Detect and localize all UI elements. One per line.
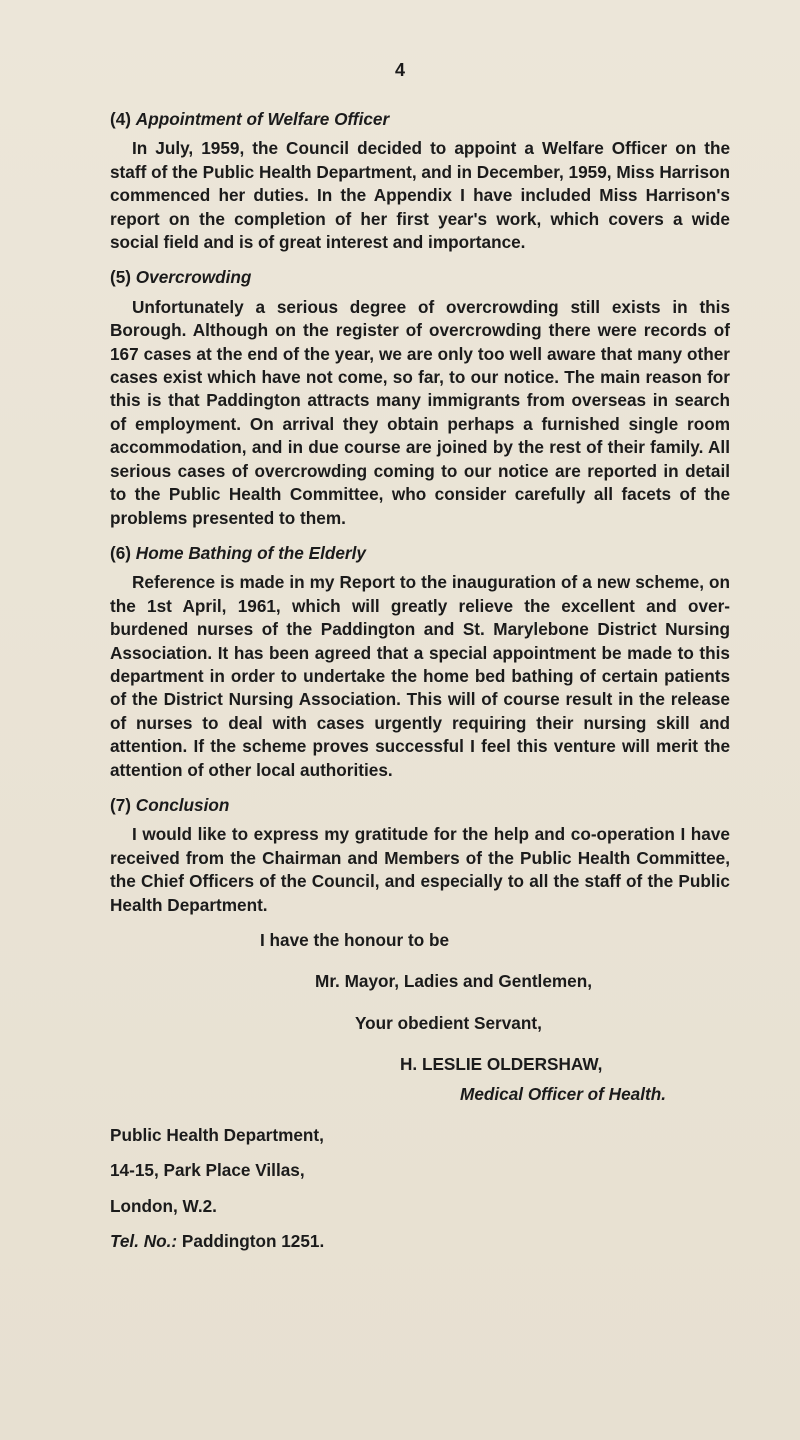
- section-welfare-officer: [110, 108, 730, 254]
- section-title: Overcrowding: [135, 267, 252, 288]
- section-number: (4): [110, 109, 132, 129]
- section-heading: [110, 108, 730, 131]
- address-line: 14-15, Park Place Villas,: [110, 1160, 305, 1181]
- section-heading: [110, 542, 730, 565]
- signatory-role: Medical Officer of Health.: [460, 1083, 666, 1104]
- signatory-name: H. LESLIE OLDERSHAW,: [400, 1054, 603, 1075]
- telephone-label: Tel. No.:: [110, 1231, 178, 1252]
- address-block: [110, 1124, 730, 1254]
- closing-salutation: Mr. Mayor, Ladies and Gentlemen,: [315, 971, 592, 992]
- section-home-bathing: [110, 542, 730, 782]
- section-heading: [110, 266, 730, 289]
- closing-honour: I have the honour to be: [260, 930, 450, 950]
- address-line: London, W.2.: [110, 1195, 217, 1216]
- section-title: Conclusion: [135, 794, 230, 815]
- page-number: 4: [394, 60, 405, 80]
- section-title: Appointment of Welfare Officer: [135, 109, 390, 129]
- section-paragraph: Reference is made in my Report to the inauguration of a new scheme, on the 1st April, 1961, which will greatly relieve the excellent and over-burdened nurses of the Paddington and St. Marylebone District Nursing Association. It has been agreed that a special appointment be made to this department in order to undertake the home bed bathing of certain patients of the District Nursing Association. This will of course result in the release of nurses to deal with cases urgently requiring their nursing skill and attention. If the scheme proves successful I feel this venture will merit the attention of other local authorities.: [110, 572, 730, 780]
- address-line: Public Health Department,: [110, 1125, 324, 1146]
- closing-block: [110, 929, 730, 1106]
- telephone-line: [110, 1230, 730, 1253]
- section-paragraph: In July, 1959, the Council decided to appoint a Welfare Officer on the staff of the Public Health Department, and in December, 1959, Miss Harrison commenced her duties. In the Appendix I have included Miss Harrison's report on the completion of her first year's work, which covers a wide social field and is of great interest and importance.: [110, 138, 730, 253]
- section-title: Home Bathing of the Elderly: [135, 542, 366, 563]
- section-paragraph: I would like to express my gratitude for the help and co-operation I have received from the Chairman and Members of the Public Health Committee, the Chief Officers of the Council, and especially to all the staff of the Public Health Department.: [110, 824, 730, 915]
- section-heading: [110, 794, 730, 817]
- telephone-value: Paddington 1251.: [177, 1231, 325, 1252]
- section-conclusion: [110, 794, 730, 917]
- section-number: (5): [110, 267, 132, 288]
- section-overcrowding: [110, 266, 730, 529]
- section-paragraph: Unfortunately a serious degree of overcrowding still exists in this Borough. Although on the register of overcrowding there were records of 167 cases at the end of the year, we are only too well aware that many other cases exist which have not come, so far, to our notice. The main reason for this is that Paddington attracts many immigrants from overseas in search of employment. On arrival they obtain perhaps a furnished single room accommodation, and in due course are joined by the rest of their family. All serious cases of overcrowding coming to our notice are reported in detail to the Public Health Committee, who consider carefully all facets of the problems presented to them.: [110, 296, 730, 528]
- closing-servant: Your obedient Servant,: [355, 1012, 542, 1033]
- document-body: [110, 108, 730, 1266]
- section-number: (7): [110, 794, 132, 815]
- section-number: (6): [110, 542, 132, 563]
